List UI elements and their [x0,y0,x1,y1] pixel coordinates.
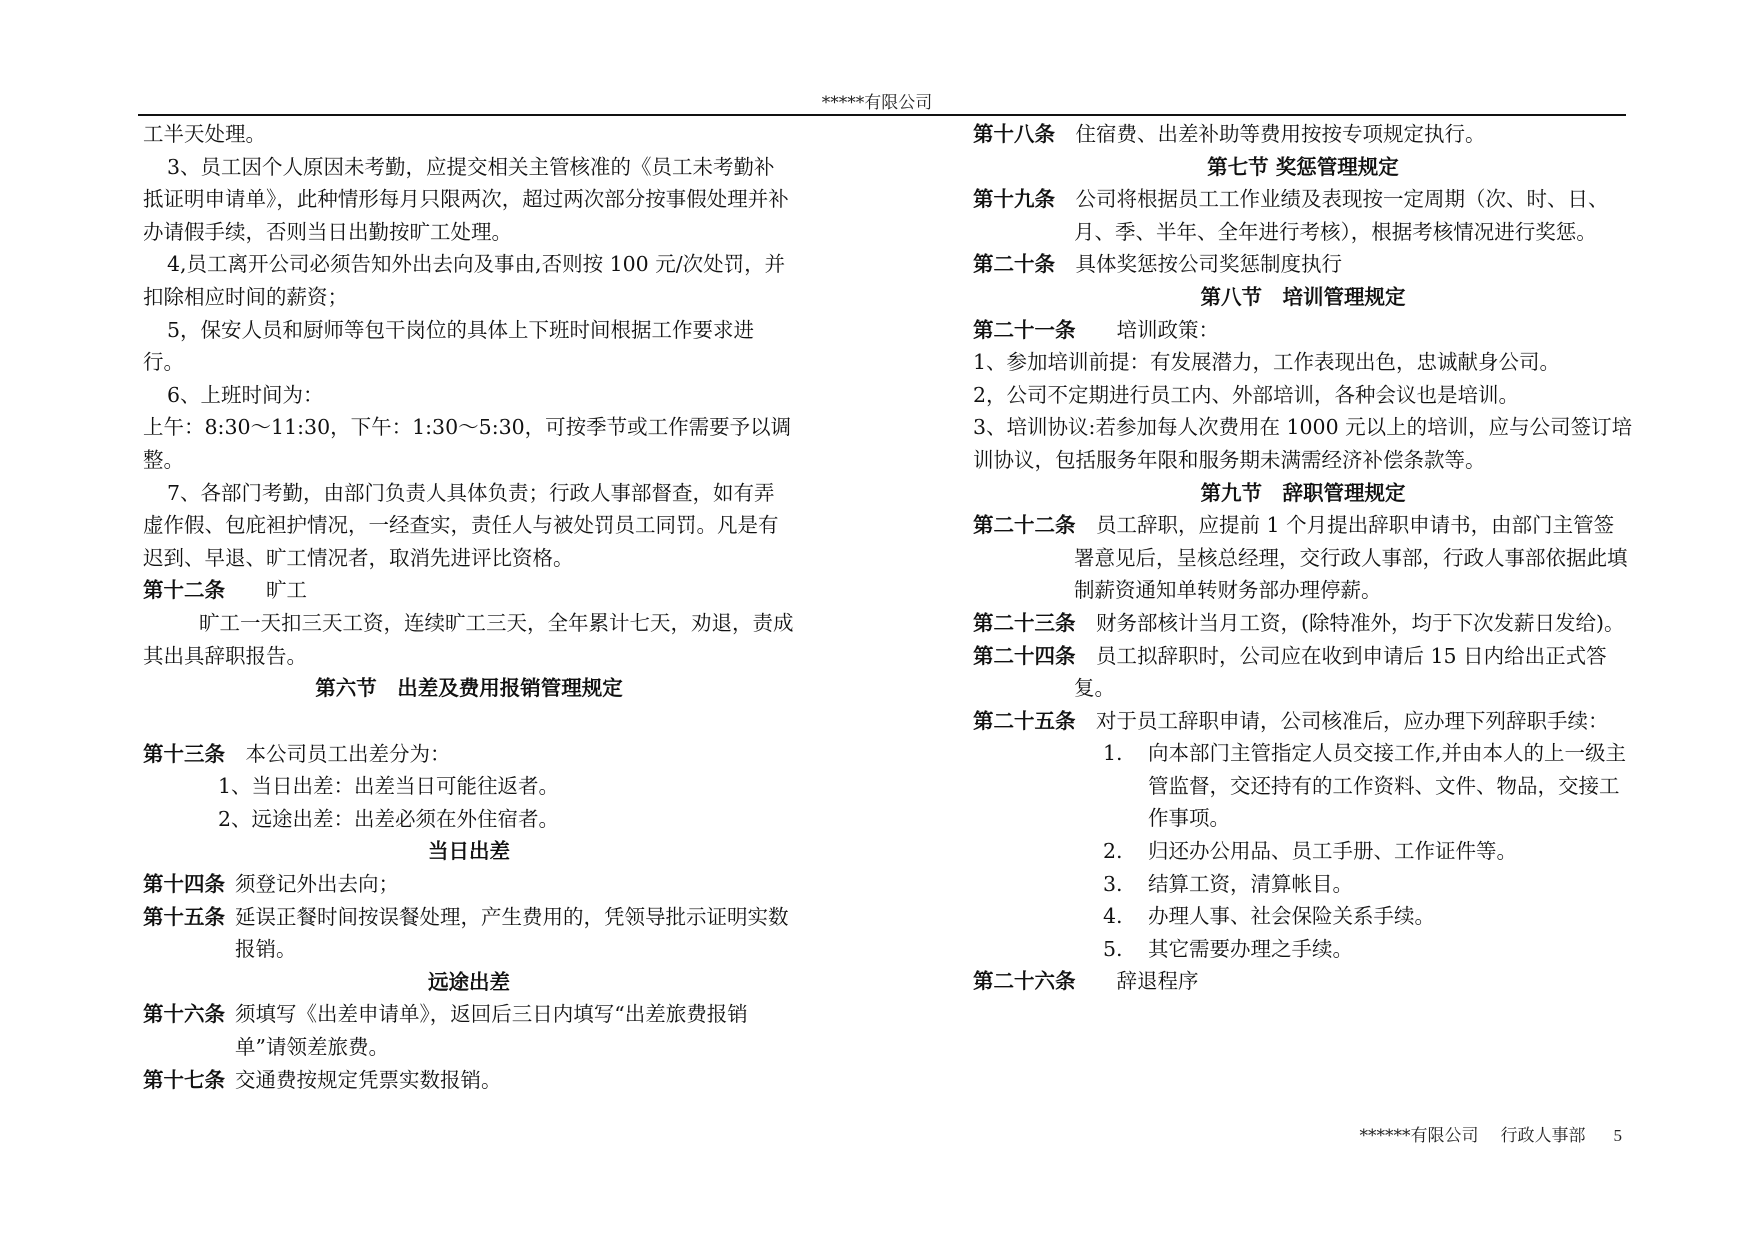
article-label: 第十九条 [973,187,1055,212]
article-13 [143,738,795,771]
subsection-heading: 当日出差 [428,839,510,864]
resignation-steps-list [973,737,1633,965]
page-number: 5 [1613,1126,1622,1145]
article-22 [973,509,1633,607]
article-label: 第二十六条 [973,969,1076,994]
article-12 [143,574,795,607]
list-item [1103,933,1633,966]
article-label: 第二十三条 [973,610,1076,635]
article-label: 第十五条 [143,904,225,929]
list-item [1103,900,1633,933]
list-item [1103,737,1633,835]
article-text: 公司将根据员工工作业绩及表现按一定周期（次、时、日、月、季、半年、全年进行考核），根据考核情况进行奖惩。 [1074,187,1609,244]
article-16 [143,998,795,1063]
article-label: 第十二条 [143,578,225,603]
article-23 [973,607,1633,640]
list-text: 归还办公用品、员工手册、工作证件等。 [1148,839,1517,864]
footer-department: 行政人事部 [1500,1126,1586,1146]
left-column [143,118,795,1096]
paragraph: 7、各部门考勤，由部门负责人具体负责；行政人事部督查，如有弄虚作假、包庇袒护情况，一经查实，责任人与被处罚员工同罚。凡是有迟到、早退、旷工情况者，取消先进评比资格。 [143,480,779,570]
article-label: 第二十四条 [973,643,1076,668]
paragraph: 上午：8:30～11:30，下午：1:30～5:30，可按季节或工作需要予以调整。 [143,415,792,472]
subsection-heading: 远途出差 [428,969,510,994]
article-21 [973,314,1633,347]
article-text: 对于员工辞职申请，公司核准后，应办理下列辞职手续： [1096,708,1609,733]
article-15 [143,901,795,966]
article-25 [973,705,1633,738]
paragraph: 6、上班时间为： [167,382,324,407]
list-text: 办理人事、社会保险关系手续。 [1148,904,1435,929]
article-text: 员工拟辞职时，公司应在收到申请后 15 日内给出正式答复。 [1074,643,1607,701]
paragraph: 旷工一天扣三天工资，连续旷工三天，全年累计七天，劝退，责成其出具辞职报告。 [143,610,794,668]
footer-company: ******有限公司 [1359,1126,1479,1146]
paragraph: 4,员工离开公司必须告知外出去向及事由,否则按 100 元/次处罚，并扣除相应时间的薪资； [143,252,786,309]
article-text: 员工辞职，应提前 1 个月提出辞职申请书，由部门主管签署意见后，呈核总经理，交行政人事部，行政人事部依据此填制薪资通知单转财务部办理停薪。 [1074,513,1628,603]
article-26 [973,965,1633,998]
section-heading: 第九节 辞职管理规定 [1200,480,1406,505]
list-number: 5. [1103,936,1123,961]
list-number: 2. [1103,839,1123,864]
page-footer [1360,1121,1623,1146]
article-text: 培训政策： [1116,317,1219,342]
section-heading: 第七节 奖惩管理规定 [1207,154,1399,179]
article-text: 本公司员工出差分为： [245,741,451,766]
list-text: 向本部门主管指定人员交接工作,并由本人的上一级主管监督，交还持有的工作资料、文件、物品，交接工作事项。 [1148,741,1627,831]
list-item: 2、远途出差：出差必须在外住宿者。 [218,806,560,831]
paragraph: 5，保安人员和厨师等包干岗位的具体上下班时间根据工作要求进行。 [143,317,755,375]
header-rule [138,114,1626,116]
paragraph: 3、员工因个人原因未考勤，应提交相关主管核准的《员工未考勤补抵证明申请单》，此种情形每月只限两次，超过两次部分按事假处理并补办请假手续，否则当日出勤按旷工处理。 [143,154,789,244]
paragraph: 工半天处理。 [143,122,266,146]
list-number: 4. [1103,904,1123,929]
article-text: 须登记外出去向； [235,872,399,897]
article-text: 交通费按规定凭票实数报销。 [235,1067,502,1092]
article-label: 第十三条 [143,741,225,766]
list-item: 2，公司不定期进行员工内、外部培训，各种会议也是培训。 [973,382,1520,407]
article-label: 第二十五条 [973,708,1076,733]
right-column [973,118,1633,998]
article-text: 须填写《出差申请单》，返回后三日内填写“出差旅费报销单”请领差旅费。 [235,1002,748,1060]
article-17 [143,1064,795,1097]
list-item: 1、当日出差：出差当日可能往返者。 [218,774,560,799]
list-text: 其它需要办理之手续。 [1148,936,1353,961]
spacer [143,705,795,738]
article-label: 第二十一条 [973,317,1076,342]
list-item [1103,835,1633,868]
article-label: 第十六条 [143,1002,225,1027]
article-title: 旷工 [266,578,307,603]
list-item [1103,868,1633,901]
article-text: 住宿费、出差补助等费用按按专项规定执行。 [1075,122,1486,146]
section-heading: 第六节 出差及费用报销管理规定 [315,676,623,701]
list-number: 3. [1103,871,1123,896]
article-18 [973,118,1633,151]
article-text: 辞退程序 [1116,969,1199,994]
article-label: 第二十二条 [973,513,1076,538]
section-heading: 第八节 培训管理规定 [1200,284,1406,309]
article-label: 第二十条 [973,252,1055,277]
article-label: 第十八条 [973,122,1055,146]
article-label: 第十七条 [143,1067,225,1092]
article-label: 第十四条 [143,872,225,897]
article-text: 具体奖惩按公司奖惩制度执行 [1075,252,1342,277]
list-text: 结算工资，清算帐目。 [1148,871,1353,896]
article-text: 延误正餐时间按误餐处理，产生费用的，凭领导批示证明实数报销。 [235,904,789,962]
article-24 [973,640,1633,705]
list-item: 1、参加培训前提：有发展潜力，工作表现出色，忠诚献身公司。 [973,350,1561,375]
list-number: 1. [1103,741,1123,766]
running-header: *****有限公司 [821,93,933,113]
list-item: 3、培训协议:若参加每人次费用在 1000 元以上的培训，应与公司签订培训协议，包括服务年限和服务期未满需经济补偿条款等。 [973,415,1633,472]
article-20 [973,248,1633,281]
article-14 [143,868,795,901]
article-19 [973,183,1633,248]
article-text: 财务部核计当月工资，(除特准外，均于下次发薪日发给)。 [1096,610,1625,635]
